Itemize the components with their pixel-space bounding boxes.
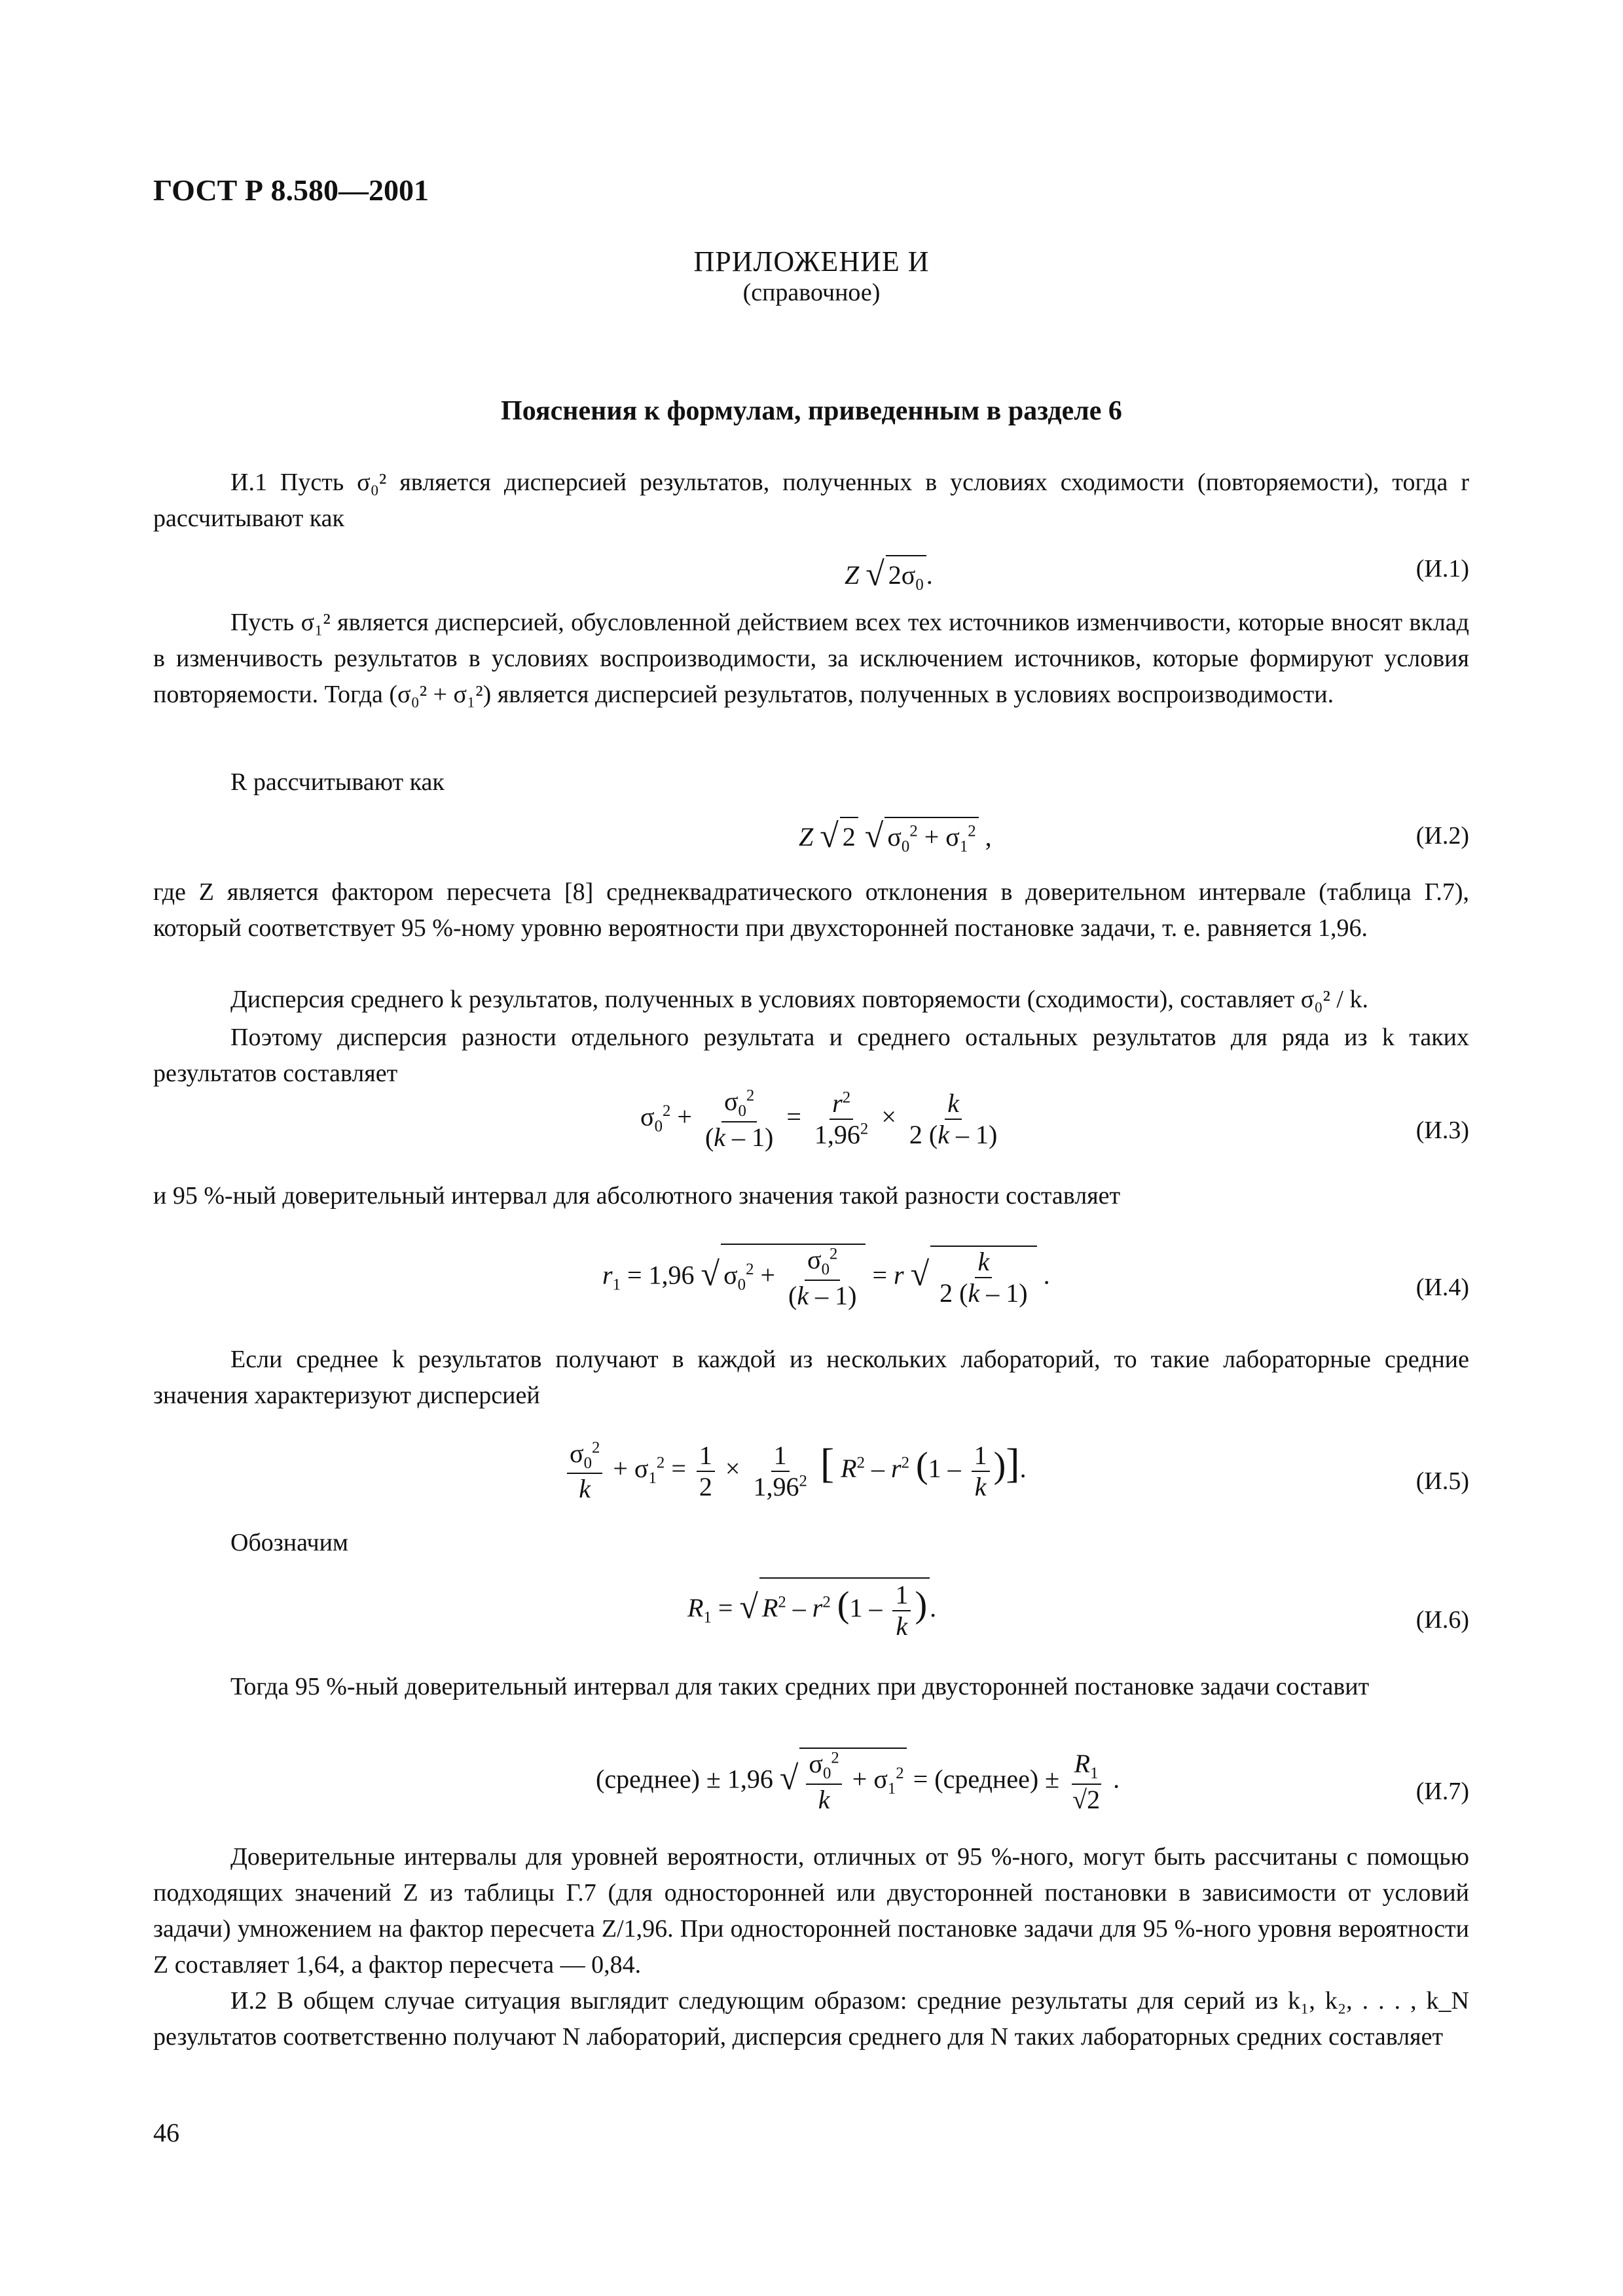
paragraph-4: где Z является фактором пересчета [8] среднеквадратического отклонения в доверительном интервале (таблица Г.7), который соответствует 95 %-ному уровню вероятности при двухсторонней постановке задачи, т. е. равняется 1,96.	[153, 878, 1469, 942]
paragraph-3: R рассчитывают как	[230, 768, 445, 796]
page-number: 46	[153, 2118, 179, 2147]
formula-number-5: (И.5)	[1415, 1467, 1469, 1495]
formula-number-2: (И.2)	[1415, 822, 1469, 850]
standard-code: ГОСТ Р 8.580—2001	[153, 173, 429, 207]
paragraph-2: Пусть σ₁² является дисперсией, обусловленной действием всех тех источников изменчивости, которые вносят вклад в изменчивость результатов в условиях воспроизводимости, за исключением источников, которые формируют условия повторяемости. Тогда (σ₀² + σ₁²) является дисперсией результатов, полученных в условиях воспроизводимости.	[153, 609, 1469, 709]
paragraph-11: Доверительные интервалы для уровней вероятности, отличных от 95 %-ного, могут быть рассчитаны с помощью подходящих значений Z из таблицы Г.7 (для односторонней или двусторонней постановки в зависимости от условий задачи) умножением на фактор пересчета Z/1,96. При односторонней постановке задачи для 95 %-ного уровня вероятности Z составляет 1,64, а фактор пересчета — 0,84.	[153, 1843, 1469, 1979]
paragraph-9: Обозначим	[230, 1529, 348, 1556]
paragraph-12: И.2 В общем случае ситуация выглядит следующим образом: средние результаты для серий из k₁, k₂, . . . , k_N результатов соответственно получают N лабораторий, дисперсия среднего для N таких лабораторных средних составляет	[153, 1987, 1469, 2051]
formula-6: $R_1$ = √ $R^2 - r^2$ (1 – $\frac{1}{k}$ ) .	[687, 1577, 936, 1641]
paragraph-8: Если среднее k результатов получают в каждой из нескольких лабораторий, то такие лабораторные средние значения характеризуют дисперсией	[153, 1346, 1469, 1410]
paragraph-7: и 95 %-ный доверительный интервал для абсолютного значения такой разности составляет	[153, 1182, 1121, 1210]
formula-2: Z √ 2 √ $\sigma_0^2 + \sigma_1^2$ ,	[799, 812, 992, 861]
section-title: Пояснения к формулам, приведенным в разделе 6	[501, 396, 1122, 426]
formula-number-7: (И.7)	[1415, 1778, 1469, 1805]
formula-number-1: (И.1)	[1415, 555, 1469, 583]
formula-3: $\sigma_0^2$ + $\frac{\sigma_0^2}{(k - 1)}$ = $\frac{r^2}{1,96^2}$ × $\frac{k}{2 (k - 1)}$	[640, 1086, 998, 1152]
formula-number-4: (И.4)	[1415, 1274, 1469, 1301]
appendix-title: ПРИЛОЖЕНИЕ И	[693, 245, 930, 278]
formula-number-3: (И.3)	[1415, 1117, 1469, 1144]
formula-1: Z √ $2\sigma_0$ .	[845, 550, 933, 599]
paragraph-1: И.1 Пусть σ₀² является дисперсией результатов, полученных в условиях сходимости (повторяемости), тогда r рассчитывают как	[153, 469, 1469, 533]
formula-4: $r_1 = 1,96$ √ $\sigma_0^2$ + $\frac{\sigma_0^2}{(k - 1)}$ = r √ $\frac{k}{2 (k - 1)}$ .	[602, 1245, 1050, 1310]
formula-5: $\frac{\sigma_0^2}{k}$ + $\sigma_1^2$ = $\frac{1}{2}$ × $\frac{1}{1,96^2}$ [ $R^2 - r^2$ (1 – $\frac{1}{k}$ )].	[563, 1433, 1027, 1504]
formula-number-6: (И.6)	[1415, 1606, 1469, 1634]
paragraph-10: Тогда 95 %-ный доверительный интервал для таких средних при двусторонней постановке задачи составит	[230, 1673, 1370, 1700]
paragraph-6: Поэтому дисперсия разности отдельного результата и среднего остальных результатов для ряда из k таких результатов составляет	[153, 1024, 1469, 1088]
appendix-subtitle: (справочное)	[742, 279, 881, 306]
formula-7: (среднее) ± 1,96 √ $\frac{\sigma_0^2}{k}$ + $\sigma_1^2$ = (среднее) ± $\frac{R_1}{√2}$ .	[596, 1749, 1120, 1814]
paragraph-5: Дисперсия среднего k результатов, полученных в условиях повторяемости (сходимости), составляет σ₀² / k.	[230, 986, 1368, 1013]
